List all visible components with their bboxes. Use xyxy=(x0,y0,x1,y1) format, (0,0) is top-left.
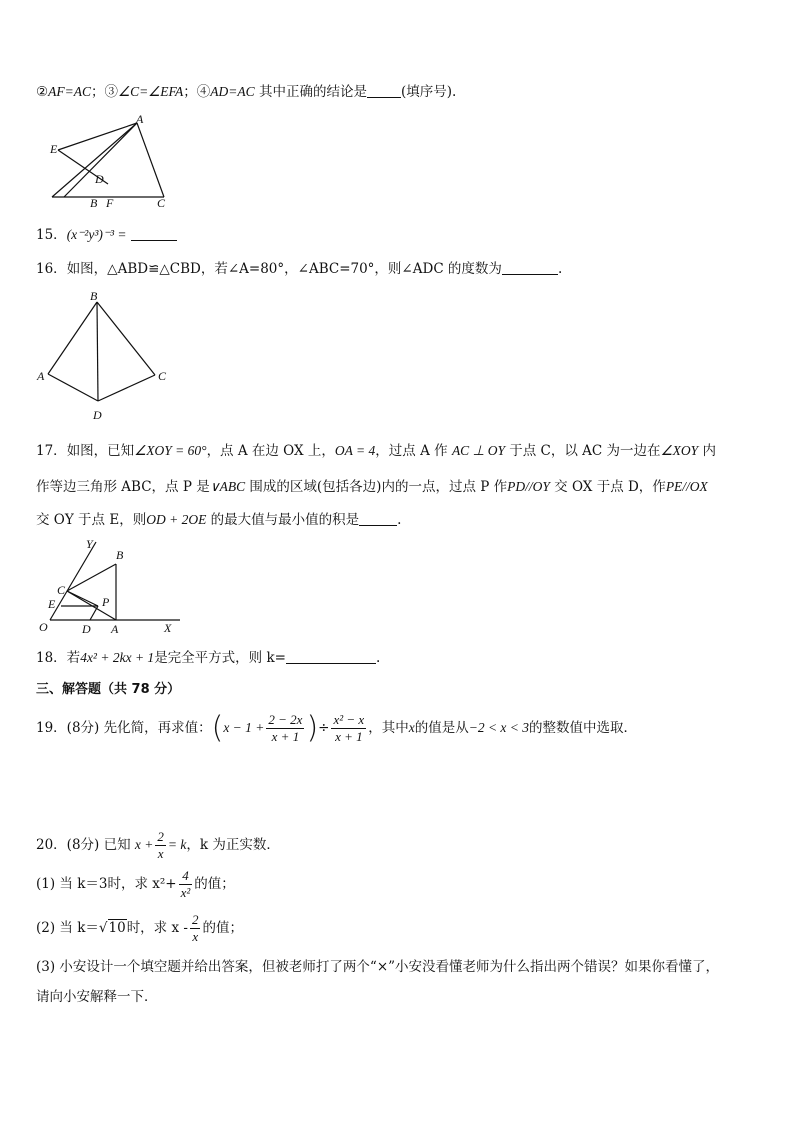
label-P: P xyxy=(102,595,110,609)
answer-blank[interactable] xyxy=(367,83,401,98)
fraction: $\frac{\text{x² − x}}{x + 1}$ xyxy=(333,712,365,744)
question-15: 15．(x⁻²y³)⁻³ = xyxy=(36,225,177,245)
fraction: $\frac{2}{x}$ xyxy=(157,829,164,861)
section-title: 三、解答题（共 78 分） xyxy=(36,682,181,697)
question-17-line1: 17．如图，已知∠XOY = 60°，点 A 在边 OX 上，OA = 4，过点 A 作 AC ⊥ OY 于点 C，以 AC 为一边在∠XOY 内 xyxy=(36,443,716,459)
label-B: B xyxy=(116,548,124,562)
question-20-part1: (1) 当 k＝3时，求 x²+ $\frac{4}{\text{x²}}$ 的值； xyxy=(36,868,235,900)
label-C: C xyxy=(57,583,66,597)
figure-q16 xyxy=(34,288,174,426)
question-20-part2: (2) 当 k＝√10时，求 x - $\frac{2}{x}$ 的值； xyxy=(36,912,243,944)
label-B: B xyxy=(90,289,98,303)
fraction: $\frac{2 - 2x}{x + 1}$ xyxy=(268,712,303,744)
question-17-line2: 作等边三角形 ABC，点 P 是∨ABC 围成的区域(包括各边)内的一点，过点 P 作PD//OY 交 OX 于点 D，作PE//OX xyxy=(36,479,708,495)
q14-conclusions: ②AF=AC；③∠C=∠EFA；④AD=AC 其中正确的结论是 (填序号). xyxy=(36,84,457,100)
answer-blank[interactable] xyxy=(359,511,397,526)
label-D: D xyxy=(93,408,102,422)
label-E: E xyxy=(48,597,56,611)
answer-blank[interactable] xyxy=(131,226,177,241)
label-C: C xyxy=(158,369,167,383)
label-B: B xyxy=(90,196,98,210)
label-A: A xyxy=(136,114,144,126)
label-Y: Y xyxy=(86,537,93,551)
question-18: 18．若4x² + 2kx + 1是完全平方式，则 k= . xyxy=(36,650,381,666)
label-A: A xyxy=(111,622,119,636)
label-D: D xyxy=(95,172,104,186)
question-17-line3: 交 OY 于点 E，则OD + 2OE 的最大值与最小值的积是 . xyxy=(36,512,402,528)
label-E: E xyxy=(50,142,58,156)
question-20: 20．(8分) 已知 x + $\frac{2}{x}$ = k，k 为正实数． xyxy=(36,829,280,861)
question-20-part3: (3) 小安设计一个填空题并给出答案，但被老师打了两个“×”小安没看懂老师为什么指出两个错误？如果你看懂了， xyxy=(36,959,720,975)
label-O: O xyxy=(39,620,48,634)
question-20-part3-cont: 请向小安解释一下． xyxy=(36,989,158,1005)
answer-blank[interactable] xyxy=(502,260,558,275)
question-16: 16．如图，△ABD≌△CBD，若∠A=80°，∠ABC=70°，则∠ADC 的度数为 . xyxy=(36,261,563,277)
label-X: X xyxy=(164,621,172,635)
label-C: C xyxy=(157,196,166,210)
fraction: $\frac{4}{\text{x²}}$ xyxy=(180,868,191,900)
figure-q17 xyxy=(34,536,184,638)
answer-blank[interactable] xyxy=(286,649,376,664)
figure-q14 xyxy=(44,114,174,210)
label-D: D xyxy=(82,622,91,636)
fraction: $\frac{2}{x}$ xyxy=(191,912,199,944)
label-F: F xyxy=(106,196,114,210)
label-A: A xyxy=(37,369,45,383)
question-19: 19．(8分) 先化简，再求值：(x − 1 + $\frac{2 - 2x}{x + 1}$ )÷ $\frac{\text{x² − x}}{x + 1}$ ，其中x的值是从−2 < x < 3的整数值中选取． xyxy=(36,710,638,746)
